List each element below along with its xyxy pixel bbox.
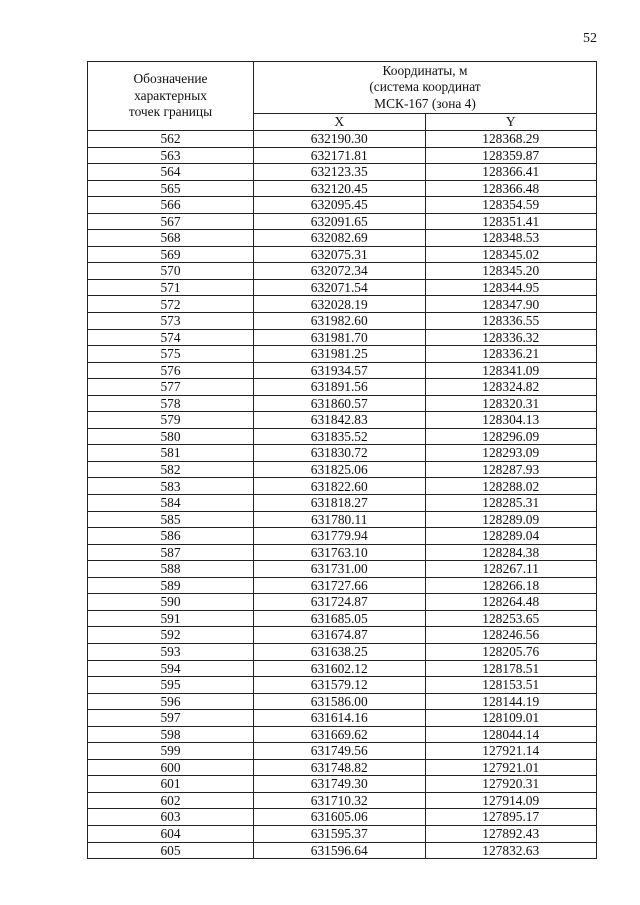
- x-coordinate-cell: 631674.87: [254, 627, 426, 644]
- point-number-cell: 592: [88, 627, 254, 644]
- y-coordinate-cell: 127920.31: [425, 776, 597, 793]
- y-coordinate-cell: 127914.09: [425, 792, 597, 809]
- table-row: [88, 594, 597, 611]
- table-row: [88, 428, 597, 445]
- table-row: [88, 759, 597, 776]
- y-coordinate-cell: 128336.32: [425, 329, 597, 346]
- point-number-cell: 571: [88, 279, 254, 296]
- point-number-cell: 576: [88, 362, 254, 379]
- x-coordinate-cell: 631586.00: [254, 693, 426, 710]
- table-row: [88, 412, 597, 429]
- x-coordinate-cell: 631981.25: [254, 346, 426, 363]
- x-coordinate-cell: 631830.72: [254, 445, 426, 462]
- y-coordinate-cell: 128345.20: [425, 263, 597, 280]
- x-coordinate-cell: 631818.27: [254, 495, 426, 512]
- x-coordinate-cell: 631638.25: [254, 643, 426, 660]
- table-row: [88, 147, 597, 164]
- x-coordinate-cell: 631579.12: [254, 677, 426, 694]
- y-coordinate-cell: 127892.43: [425, 825, 597, 842]
- point-number-cell: 587: [88, 544, 254, 561]
- point-number-cell: 583: [88, 478, 254, 495]
- header-point-line: характерных: [134, 87, 207, 103]
- y-coordinate-cell: 128144.19: [425, 693, 597, 710]
- table-row: [88, 197, 597, 214]
- x-coordinate-cell: 631748.82: [254, 759, 426, 776]
- y-coordinate-cell: 127832.63: [425, 842, 597, 859]
- point-number-cell: 586: [88, 528, 254, 545]
- y-coordinate-cell: 128253.65: [425, 610, 597, 627]
- point-number-cell: 598: [88, 726, 254, 743]
- x-coordinate-cell: 631780.11: [254, 511, 426, 528]
- table-row: [88, 809, 597, 826]
- point-number-cell: 591: [88, 610, 254, 627]
- point-number-cell: 599: [88, 743, 254, 760]
- table-row: [88, 362, 597, 379]
- x-coordinate-cell: 631763.10: [254, 544, 426, 561]
- point-number-cell: 593: [88, 643, 254, 660]
- coordinates-table: [87, 61, 597, 859]
- header-coords-line: МСК-167 (зона 4): [374, 95, 476, 111]
- x-coordinate-cell: 631749.56: [254, 743, 426, 760]
- header-point-line: Обозначение: [133, 71, 208, 87]
- point-number-cell: 564: [88, 164, 254, 181]
- table-row: [88, 461, 597, 478]
- y-coordinate-cell: 128354.59: [425, 197, 597, 214]
- table-row: [88, 693, 597, 710]
- x-coordinate-cell: 632091.65: [254, 213, 426, 230]
- y-coordinate-cell: 128246.56: [425, 627, 597, 644]
- table-row: [88, 710, 597, 727]
- table-row: [88, 792, 597, 809]
- y-coordinate-cell: 128293.09: [425, 445, 597, 462]
- y-coordinate-cell: 128284.38: [425, 544, 597, 561]
- y-coordinate-cell: 128287.93: [425, 461, 597, 478]
- table-row: [88, 743, 597, 760]
- point-number-cell: 596: [88, 693, 254, 710]
- x-coordinate-cell: 631779.94: [254, 528, 426, 545]
- y-coordinate-cell: 128320.31: [425, 395, 597, 412]
- x-coordinate-cell: 632071.54: [254, 279, 426, 296]
- x-coordinate-cell: 631982.60: [254, 313, 426, 330]
- x-coordinate-cell: 632171.81: [254, 147, 426, 164]
- y-coordinate-cell: 128267.11: [425, 561, 597, 578]
- x-coordinate-cell: 631596.64: [254, 842, 426, 859]
- y-coordinate-cell: 128359.87: [425, 147, 597, 164]
- table-row: [88, 379, 597, 396]
- table-row: [88, 230, 597, 247]
- table-row: [88, 627, 597, 644]
- point-number-cell: 566: [88, 197, 254, 214]
- x-coordinate-cell: 631685.05: [254, 610, 426, 627]
- table-row: [88, 213, 597, 230]
- table-row: [88, 164, 597, 181]
- y-coordinate-cell: 128285.31: [425, 495, 597, 512]
- y-coordinate-cell: 128345.02: [425, 246, 597, 263]
- y-coordinate-cell: 127921.01: [425, 759, 597, 776]
- y-coordinate-cell: 128351.41: [425, 213, 597, 230]
- table-row: [88, 445, 597, 462]
- point-number-cell: 568: [88, 230, 254, 247]
- point-number-cell: 588: [88, 561, 254, 578]
- point-number-cell: 582: [88, 461, 254, 478]
- y-coordinate-cell: 128044.14: [425, 726, 597, 743]
- table-row: [88, 329, 597, 346]
- y-coordinate-cell: 128266.18: [425, 577, 597, 594]
- table-row: [88, 180, 597, 197]
- table-row: [88, 296, 597, 313]
- header-coordinates: [254, 62, 597, 114]
- point-number-cell: 604: [88, 825, 254, 842]
- table-row: [88, 544, 597, 561]
- point-number-cell: 570: [88, 263, 254, 280]
- table-row: [88, 395, 597, 412]
- point-number-cell: 580: [88, 428, 254, 445]
- x-coordinate-cell: 631822.60: [254, 478, 426, 495]
- point-number-cell: 605: [88, 842, 254, 859]
- table-row: [88, 660, 597, 677]
- point-number-cell: 572: [88, 296, 254, 313]
- y-coordinate-cell: 128153.51: [425, 677, 597, 694]
- x-coordinate-cell: 631891.56: [254, 379, 426, 396]
- y-coordinate-cell: 128366.41: [425, 164, 597, 181]
- table-row: [88, 677, 597, 694]
- point-number-cell: 579: [88, 412, 254, 429]
- table-row: [88, 726, 597, 743]
- x-coordinate-cell: 631602.12: [254, 660, 426, 677]
- table-row: [88, 478, 597, 495]
- table-row: [88, 346, 597, 363]
- header-y: Y: [425, 114, 597, 131]
- y-coordinate-cell: 128109.01: [425, 710, 597, 727]
- point-number-cell: 575: [88, 346, 254, 363]
- y-coordinate-cell: 128336.21: [425, 346, 597, 363]
- header-coords-line: (система координат: [369, 79, 481, 95]
- table-row: [88, 776, 597, 793]
- x-coordinate-cell: 631727.66: [254, 577, 426, 594]
- y-coordinate-cell: 128264.48: [425, 594, 597, 611]
- point-number-cell: 595: [88, 677, 254, 694]
- x-coordinate-cell: 631669.62: [254, 726, 426, 743]
- point-number-cell: 581: [88, 445, 254, 462]
- y-coordinate-cell: 128344.95: [425, 279, 597, 296]
- y-coordinate-cell: 128324.82: [425, 379, 597, 396]
- point-number-cell: 569: [88, 246, 254, 263]
- header-point-line: точек границы: [128, 104, 213, 120]
- table-row: [88, 131, 597, 148]
- point-number-cell: 601: [88, 776, 254, 793]
- x-coordinate-cell: 631614.16: [254, 710, 426, 727]
- table-row: [88, 643, 597, 660]
- x-coordinate-cell: 631934.57: [254, 362, 426, 379]
- x-coordinate-cell: 631605.06: [254, 809, 426, 826]
- point-number-cell: 602: [88, 792, 254, 809]
- point-number-cell: 574: [88, 329, 254, 346]
- x-coordinate-cell: 631835.52: [254, 428, 426, 445]
- x-coordinate-cell: 632120.45: [254, 180, 426, 197]
- point-number-cell: 597: [88, 710, 254, 727]
- table-row: [88, 825, 597, 842]
- y-coordinate-cell: 128288.02: [425, 478, 597, 495]
- header-x: X: [254, 114, 426, 131]
- x-coordinate-cell: 632190.30: [254, 131, 426, 148]
- table-row: [88, 246, 597, 263]
- point-number-cell: 563: [88, 147, 254, 164]
- point-number-cell: 565: [88, 180, 254, 197]
- y-coordinate-cell: 128289.04: [425, 528, 597, 545]
- y-coordinate-cell: 128205.76: [425, 643, 597, 660]
- table-row: [88, 842, 597, 859]
- x-coordinate-cell: 631749.30: [254, 776, 426, 793]
- point-number-cell: 589: [88, 577, 254, 594]
- y-coordinate-cell: 128296.09: [425, 428, 597, 445]
- x-coordinate-cell: 631860.57: [254, 395, 426, 412]
- y-coordinate-cell: 127895.17: [425, 809, 597, 826]
- x-coordinate-cell: 632072.34: [254, 263, 426, 280]
- y-coordinate-cell: 128368.29: [425, 131, 597, 148]
- table-row: [88, 528, 597, 545]
- point-number-cell: 594: [88, 660, 254, 677]
- table-row: [88, 495, 597, 512]
- x-coordinate-cell: 632095.45: [254, 197, 426, 214]
- x-coordinate-cell: 632075.31: [254, 246, 426, 263]
- point-number-cell: 573: [88, 313, 254, 330]
- header-coords-line: Координаты, м: [382, 62, 468, 78]
- point-number-cell: 585: [88, 511, 254, 528]
- y-coordinate-cell: 128304.13: [425, 412, 597, 429]
- y-coordinate-cell: 128336.55: [425, 313, 597, 330]
- table-row: [88, 279, 597, 296]
- x-coordinate-cell: 632028.19: [254, 296, 426, 313]
- x-coordinate-cell: 631731.00: [254, 561, 426, 578]
- table-row: [88, 577, 597, 594]
- y-coordinate-cell: 128366.48: [425, 180, 597, 197]
- point-number-cell: 562: [88, 131, 254, 148]
- point-number-cell: 584: [88, 495, 254, 512]
- page-number: 52: [583, 31, 597, 46]
- table-row: [88, 313, 597, 330]
- table-row: [88, 511, 597, 528]
- x-coordinate-cell: 631825.06: [254, 461, 426, 478]
- table-row: [88, 263, 597, 280]
- x-coordinate-cell: 631842.83: [254, 412, 426, 429]
- y-coordinate-cell: 128289.09: [425, 511, 597, 528]
- table-row: [88, 561, 597, 578]
- x-coordinate-cell: 632082.69: [254, 230, 426, 247]
- x-coordinate-cell: 632123.35: [254, 164, 426, 181]
- x-coordinate-cell: 631710.32: [254, 792, 426, 809]
- point-number-cell: 603: [88, 809, 254, 826]
- y-coordinate-cell: 128178.51: [425, 660, 597, 677]
- point-number-cell: 577: [88, 379, 254, 396]
- y-coordinate-cell: 127921.14: [425, 743, 597, 760]
- table-body: [88, 131, 597, 859]
- table-row: [88, 610, 597, 627]
- y-coordinate-cell: 128348.53: [425, 230, 597, 247]
- x-coordinate-cell: 631724.87: [254, 594, 426, 611]
- point-number-cell: 600: [88, 759, 254, 776]
- header-point-designation: [88, 62, 254, 131]
- point-number-cell: 578: [88, 395, 254, 412]
- point-number-cell: 590: [88, 594, 254, 611]
- x-coordinate-cell: 631981.70: [254, 329, 426, 346]
- point-number-cell: 567: [88, 213, 254, 230]
- y-coordinate-cell: 128341.09: [425, 362, 597, 379]
- y-coordinate-cell: 128347.90: [425, 296, 597, 313]
- x-coordinate-cell: 631595.37: [254, 825, 426, 842]
